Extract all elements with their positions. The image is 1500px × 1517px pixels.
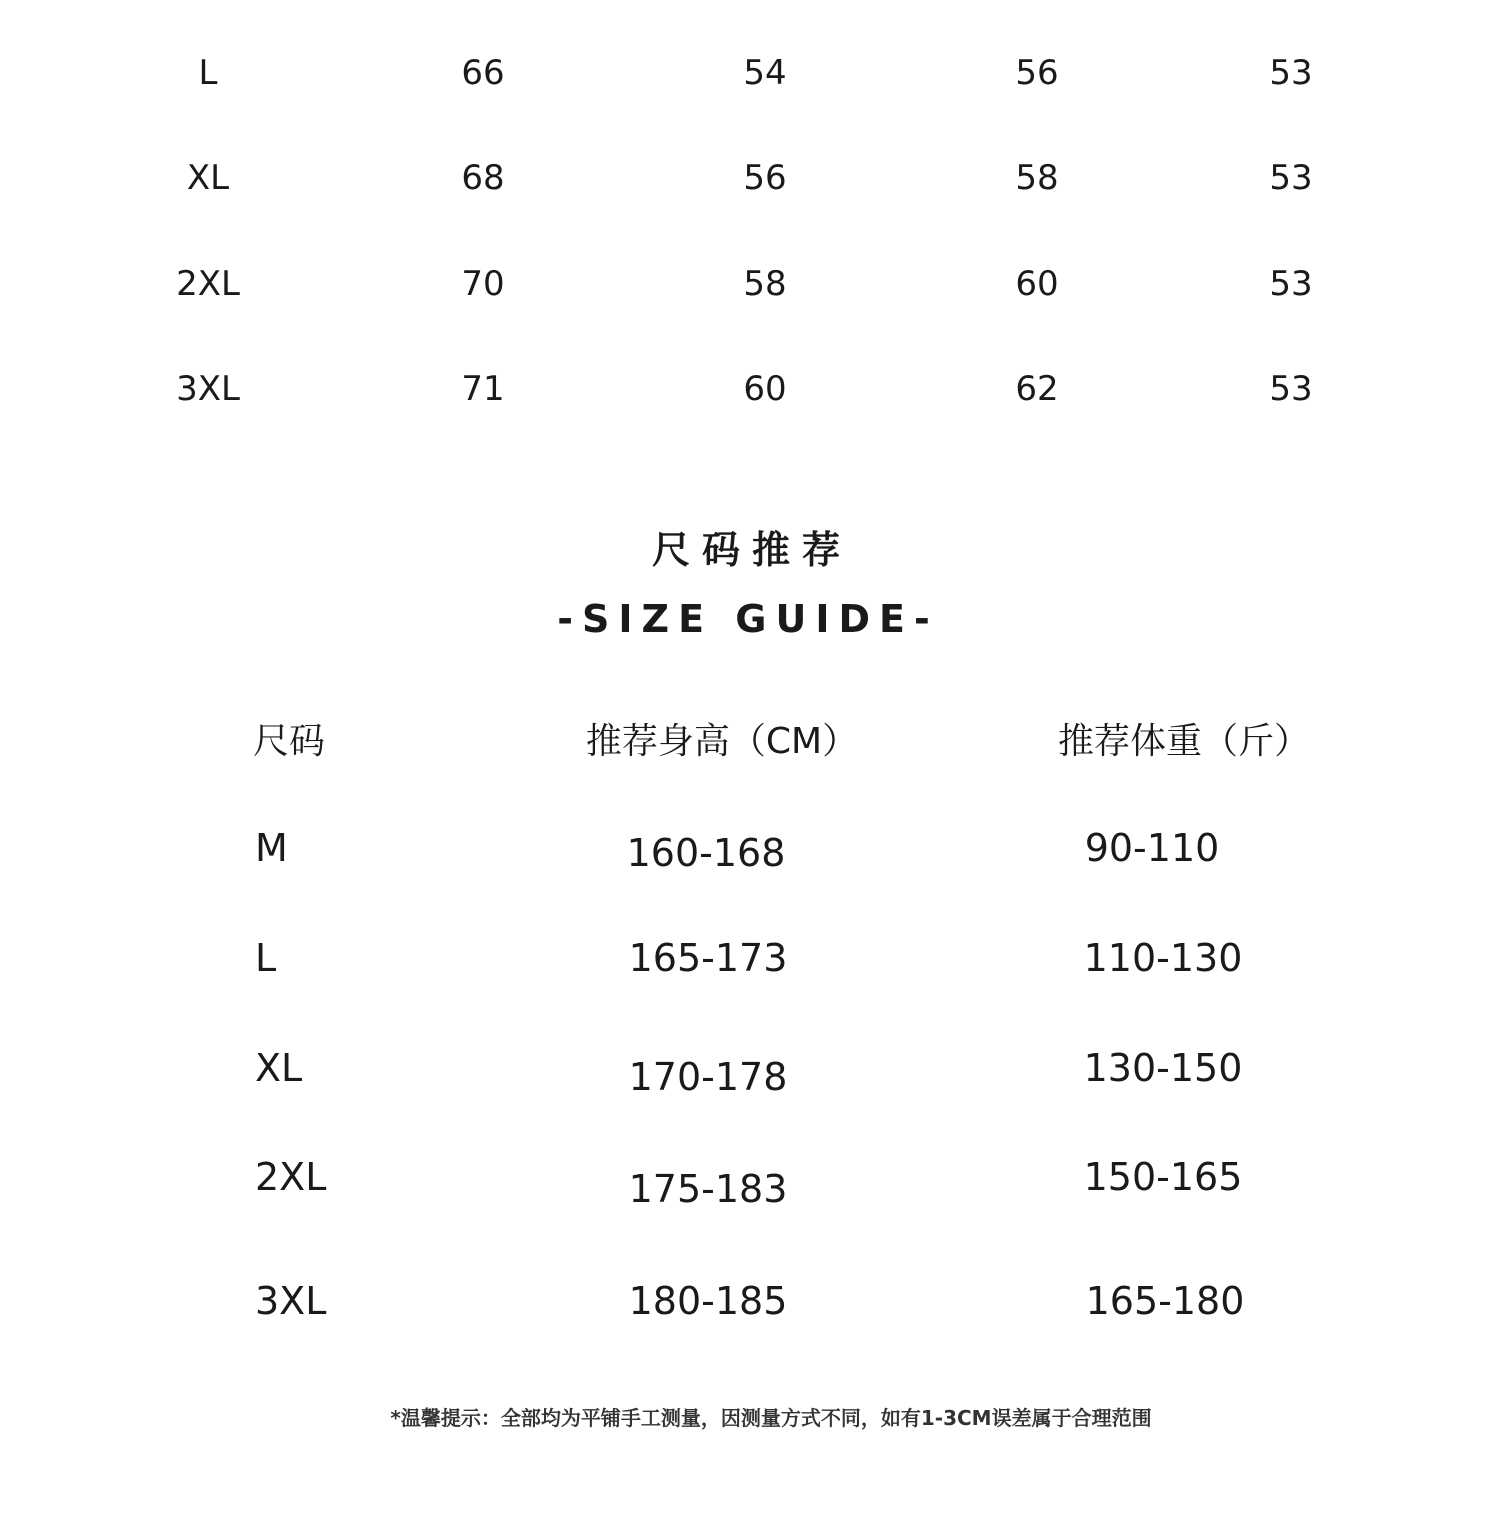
guide-height-cell: 175-183 xyxy=(628,1167,788,1211)
guide-weight-cell: 110-130 xyxy=(1083,936,1243,980)
value-cell: 53 xyxy=(1269,264,1313,304)
guide-size-cell: XL xyxy=(255,1046,303,1090)
guide-size-cell: L xyxy=(255,936,277,980)
guide-height-cell: 165-173 xyxy=(628,936,788,980)
size-cell: 2XL xyxy=(176,264,240,304)
value-cell: 66 xyxy=(461,53,505,93)
guide-weight-cell: 130-150 xyxy=(1083,1046,1243,1090)
guide-size-cell: M xyxy=(255,826,288,870)
guide-height-cell: 160-168 xyxy=(626,831,786,875)
value-cell: 54 xyxy=(743,53,787,93)
value-cell: 71 xyxy=(461,369,505,409)
size-cell: XL xyxy=(186,158,230,198)
header-weight: 推荐体重（斤） xyxy=(1057,721,1311,762)
value-cell: 56 xyxy=(743,158,787,198)
guide-height-cell: 170-178 xyxy=(628,1055,788,1099)
value-cell: 56 xyxy=(1015,53,1059,93)
measurement-note: *温馨提示：全部均为平铺手工测量，因测量方式不同，如有1-3CM误差属于合理范围 xyxy=(390,1406,1152,1430)
size-guide-title-cn: 尺码推荐 xyxy=(651,528,853,572)
value-cell: 53 xyxy=(1269,158,1313,198)
header-size: 尺码 xyxy=(253,721,326,762)
guide-weight-cell: 150-165 xyxy=(1083,1155,1243,1199)
size-cell: L xyxy=(198,53,218,93)
value-cell: 70 xyxy=(461,264,505,304)
guide-weight-cell: 165-180 xyxy=(1085,1279,1245,1323)
header-height: 推荐身高（CM） xyxy=(585,721,859,762)
value-cell: 62 xyxy=(1015,369,1059,409)
value-cell: 60 xyxy=(743,369,787,409)
value-cell: 58 xyxy=(743,264,787,304)
value-cell: 58 xyxy=(1015,158,1059,198)
value-cell: 53 xyxy=(1269,53,1313,93)
guide-weight-cell: 90-110 xyxy=(1084,826,1220,870)
value-cell: 53 xyxy=(1269,369,1313,409)
guide-size-cell: 3XL xyxy=(255,1279,327,1323)
size-cell: 3XL xyxy=(176,369,240,409)
guide-height-cell: 180-185 xyxy=(628,1279,788,1323)
value-cell: 68 xyxy=(461,158,505,198)
value-cell: 60 xyxy=(1015,264,1059,304)
size-guide-title-en: -SIZE GUIDE- xyxy=(557,597,939,641)
guide-size-cell: 2XL xyxy=(255,1155,327,1199)
